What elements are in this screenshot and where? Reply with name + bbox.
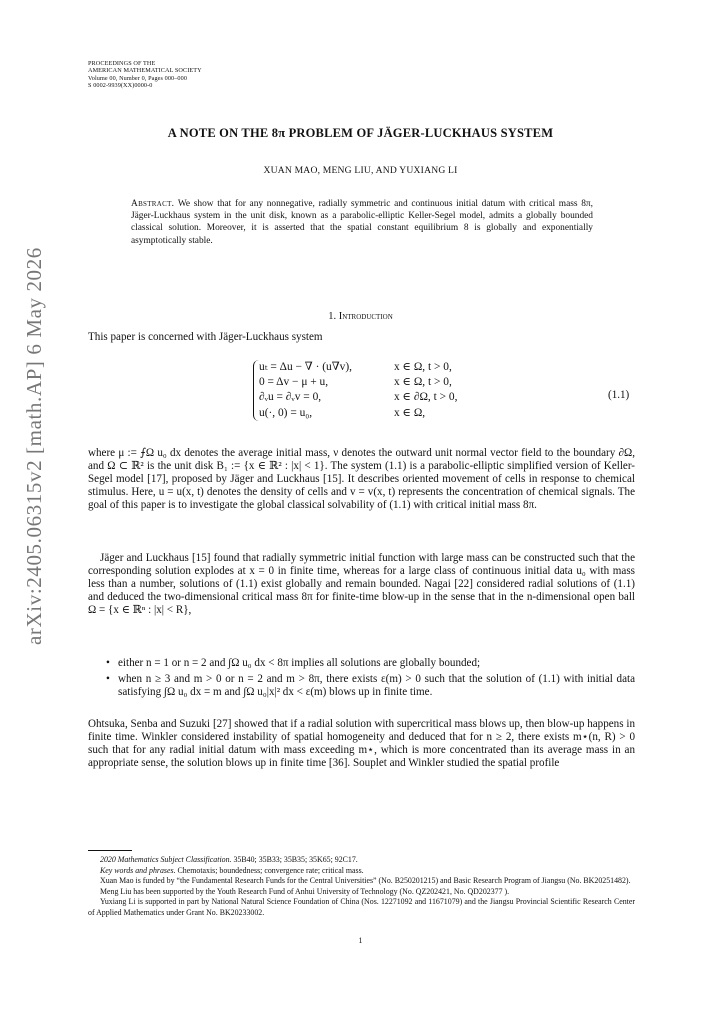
equation-domain: x ∈ Ω, <box>394 406 426 419</box>
equation-domain: x ∈ Ω, t > 0, <box>394 376 452 389</box>
paragraph-related-work: Ohtsuka, Senba and Suzuki [27] showed that if a radial solution with supercritical mass blows up, then blow-up happens in finite time. Winkler considered instability of spatial homogeneity and deduced that for n ≥ 2, there exists m⋆(n, R) > 0 such that for any radial initial datum with mass exceeding m⋆, which is more concentrated than its average mass in an appropriate sense, the solution blows up in finite time [36]. Souplet and Winkler studied the spatial profile <box>88 718 635 770</box>
footnote-funding: Meng Liu has been supported by the Youth Research Fund of Anhui University of Technology (No. QZ202421, No. QD202377 ). <box>100 886 510 896</box>
footnote-keywords <box>88 866 635 877</box>
equation-lhs: uₜ = Δu − ∇ · (u∇v), <box>259 361 352 373</box>
footnote-keywords-label: Key words and phrases. <box>100 865 176 875</box>
bullet-item <box>106 657 635 670</box>
equation-lhs: ∂ᵥu = ∂ᵥv = 0, <box>259 391 322 404</box>
bullet-text: when n ≥ 3 and m > 0 or n = 2 and m > 8π, there exists ε(m) > 0 such that the solution of (1.1) with initial data satisfying ∫Ω u₀ dx = m and ∫Ω u₀|x|² dx < ε(m) blows up in finite time. <box>118 673 635 699</box>
bullet-item <box>106 673 635 699</box>
journal-line: AMERICAN MATHEMATICAL SOCIETY <box>88 67 202 75</box>
footnote-msc-text: 35B40; 35B33; 35B35; 35K65; 92C17. <box>233 855 358 864</box>
footnote-rule <box>88 850 132 851</box>
paper-title: A NOTE ON THE 8π PROBLEM OF JÄGER-LUCKHAUS SYSTEM <box>167 126 554 140</box>
equation-lhs: 0 = Δv − μ + u, <box>259 376 329 389</box>
equation-row <box>259 375 457 390</box>
bullet-dot: • <box>106 673 110 685</box>
equation-row <box>259 360 457 375</box>
paragraph-background: Jäger and Luckhaus [15] found that radially symmetric initial function with large mass can be constructed such that the corresponding solution explodes at x = 0 in finite time, whereas for a large class of continuous initial data u₀ with mass less than a number, solutions of (1.1) exist globally and remain bounded. Nagai [22] considered radial solutions of (1.1) and deduced the two-dimensional critical mass 8π for finite-time blow-up in the sense that in the n-dimensional open ball Ω = {x ∈ ℝⁿ : |x| < R}, <box>88 552 635 617</box>
journal-header <box>88 60 202 90</box>
equation-number: (1.1) <box>608 389 630 401</box>
intro-line: This paper is concerned with Jäger-Luckhaus system <box>88 331 323 343</box>
equation-row <box>259 406 457 421</box>
journal-line: S 0002-9939(XX)0000-0 <box>88 82 153 90</box>
paper-authors: XUAN MAO, MENG LIU, AND YUXIANG LI <box>263 165 458 176</box>
footnotes <box>88 855 635 919</box>
equation-lhs: u(·, 0) = u₀, <box>259 406 313 419</box>
footnote-keywords-text: Chemotaxis; boundedness; convergence rate; critical mass. <box>177 865 364 875</box>
paragraph-definitions: where μ := ⨍Ω u₀ dx denotes the average initial mass, ν denotes the outward unit normal vector field to the boundary ∂Ω, and Ω ⊂ ℝ² is the unit disk B₁ := {x ∈ ℝ² : |x| < 1}. The system (1.1) is a parabolic-elliptic simplified version of Keller-Segel model [17], proposed by Jäger and Luckhaus [15]. It describes oriented movement of cells in response to chemical stimulus. Here, u = u(x, t) denotes the density of cells and v = v(x, t) represents the concentration of chemical signals. The goal of this paper is to investigate the global classical solvability of (1.1) with critical initial mass 8π. <box>88 447 635 512</box>
footnote-funding: Xuan Mao is funded by “the Fundamental Research Funds for the Central Universities” (No. B250201215) and Basic Research Program of Jiangsu (No. BK20251482). <box>100 876 631 886</box>
journal-line: PROCEEDINGS OF THE <box>88 60 156 67</box>
page-number: 1 <box>358 936 363 945</box>
abstract-text: We show that for any nonnegative, radially symmetric and continuous initial datum with critical mass 8π, Jäger-Luckhaus system in the unit disk, known as a parabolic-elliptic Keller-Segel model, admits a globally bounded classical solution. Moreover, it is asserted that the spatial constant equilibrium 8 is globally and exponentially asymptotically stable. <box>131 199 593 246</box>
equation-row <box>259 390 457 405</box>
journal-line: Volume 00, Number 0, Pages 000–000 <box>88 74 188 82</box>
equation-system <box>253 360 457 421</box>
bullet-dot: • <box>106 657 110 669</box>
arxiv-stamp: arXiv:2405.06315v2 [math.AP] 6 May 2026 <box>22 247 46 645</box>
section-number: 1. <box>328 311 337 322</box>
footnote-msc <box>88 855 635 866</box>
section-heading <box>0 311 721 322</box>
bullet-text: either n = 1 or n = 2 and ∫Ω u₀ dx < 8π implies all solutions are globally bounded; <box>118 657 481 669</box>
abstract-label: Abstract. <box>131 199 175 209</box>
abstract <box>131 198 593 247</box>
equation-domain: x ∈ ∂Ω, t > 0, <box>394 391 458 404</box>
equation-domain: x ∈ Ω, t > 0, <box>394 361 452 373</box>
section-title: Introduction <box>338 311 393 322</box>
footnote-msc-label: 2020 Mathematics Subject Classification. <box>100 855 232 864</box>
footnote-funding: Yuxiang Li is supported in part by National Natural Science Foundation of China (Nos. 12271092 and 11671079) and the Jiangsu Provincial Scientific Research Center of Applied Mathematics under Grant No. BK20233002. <box>88 897 635 917</box>
